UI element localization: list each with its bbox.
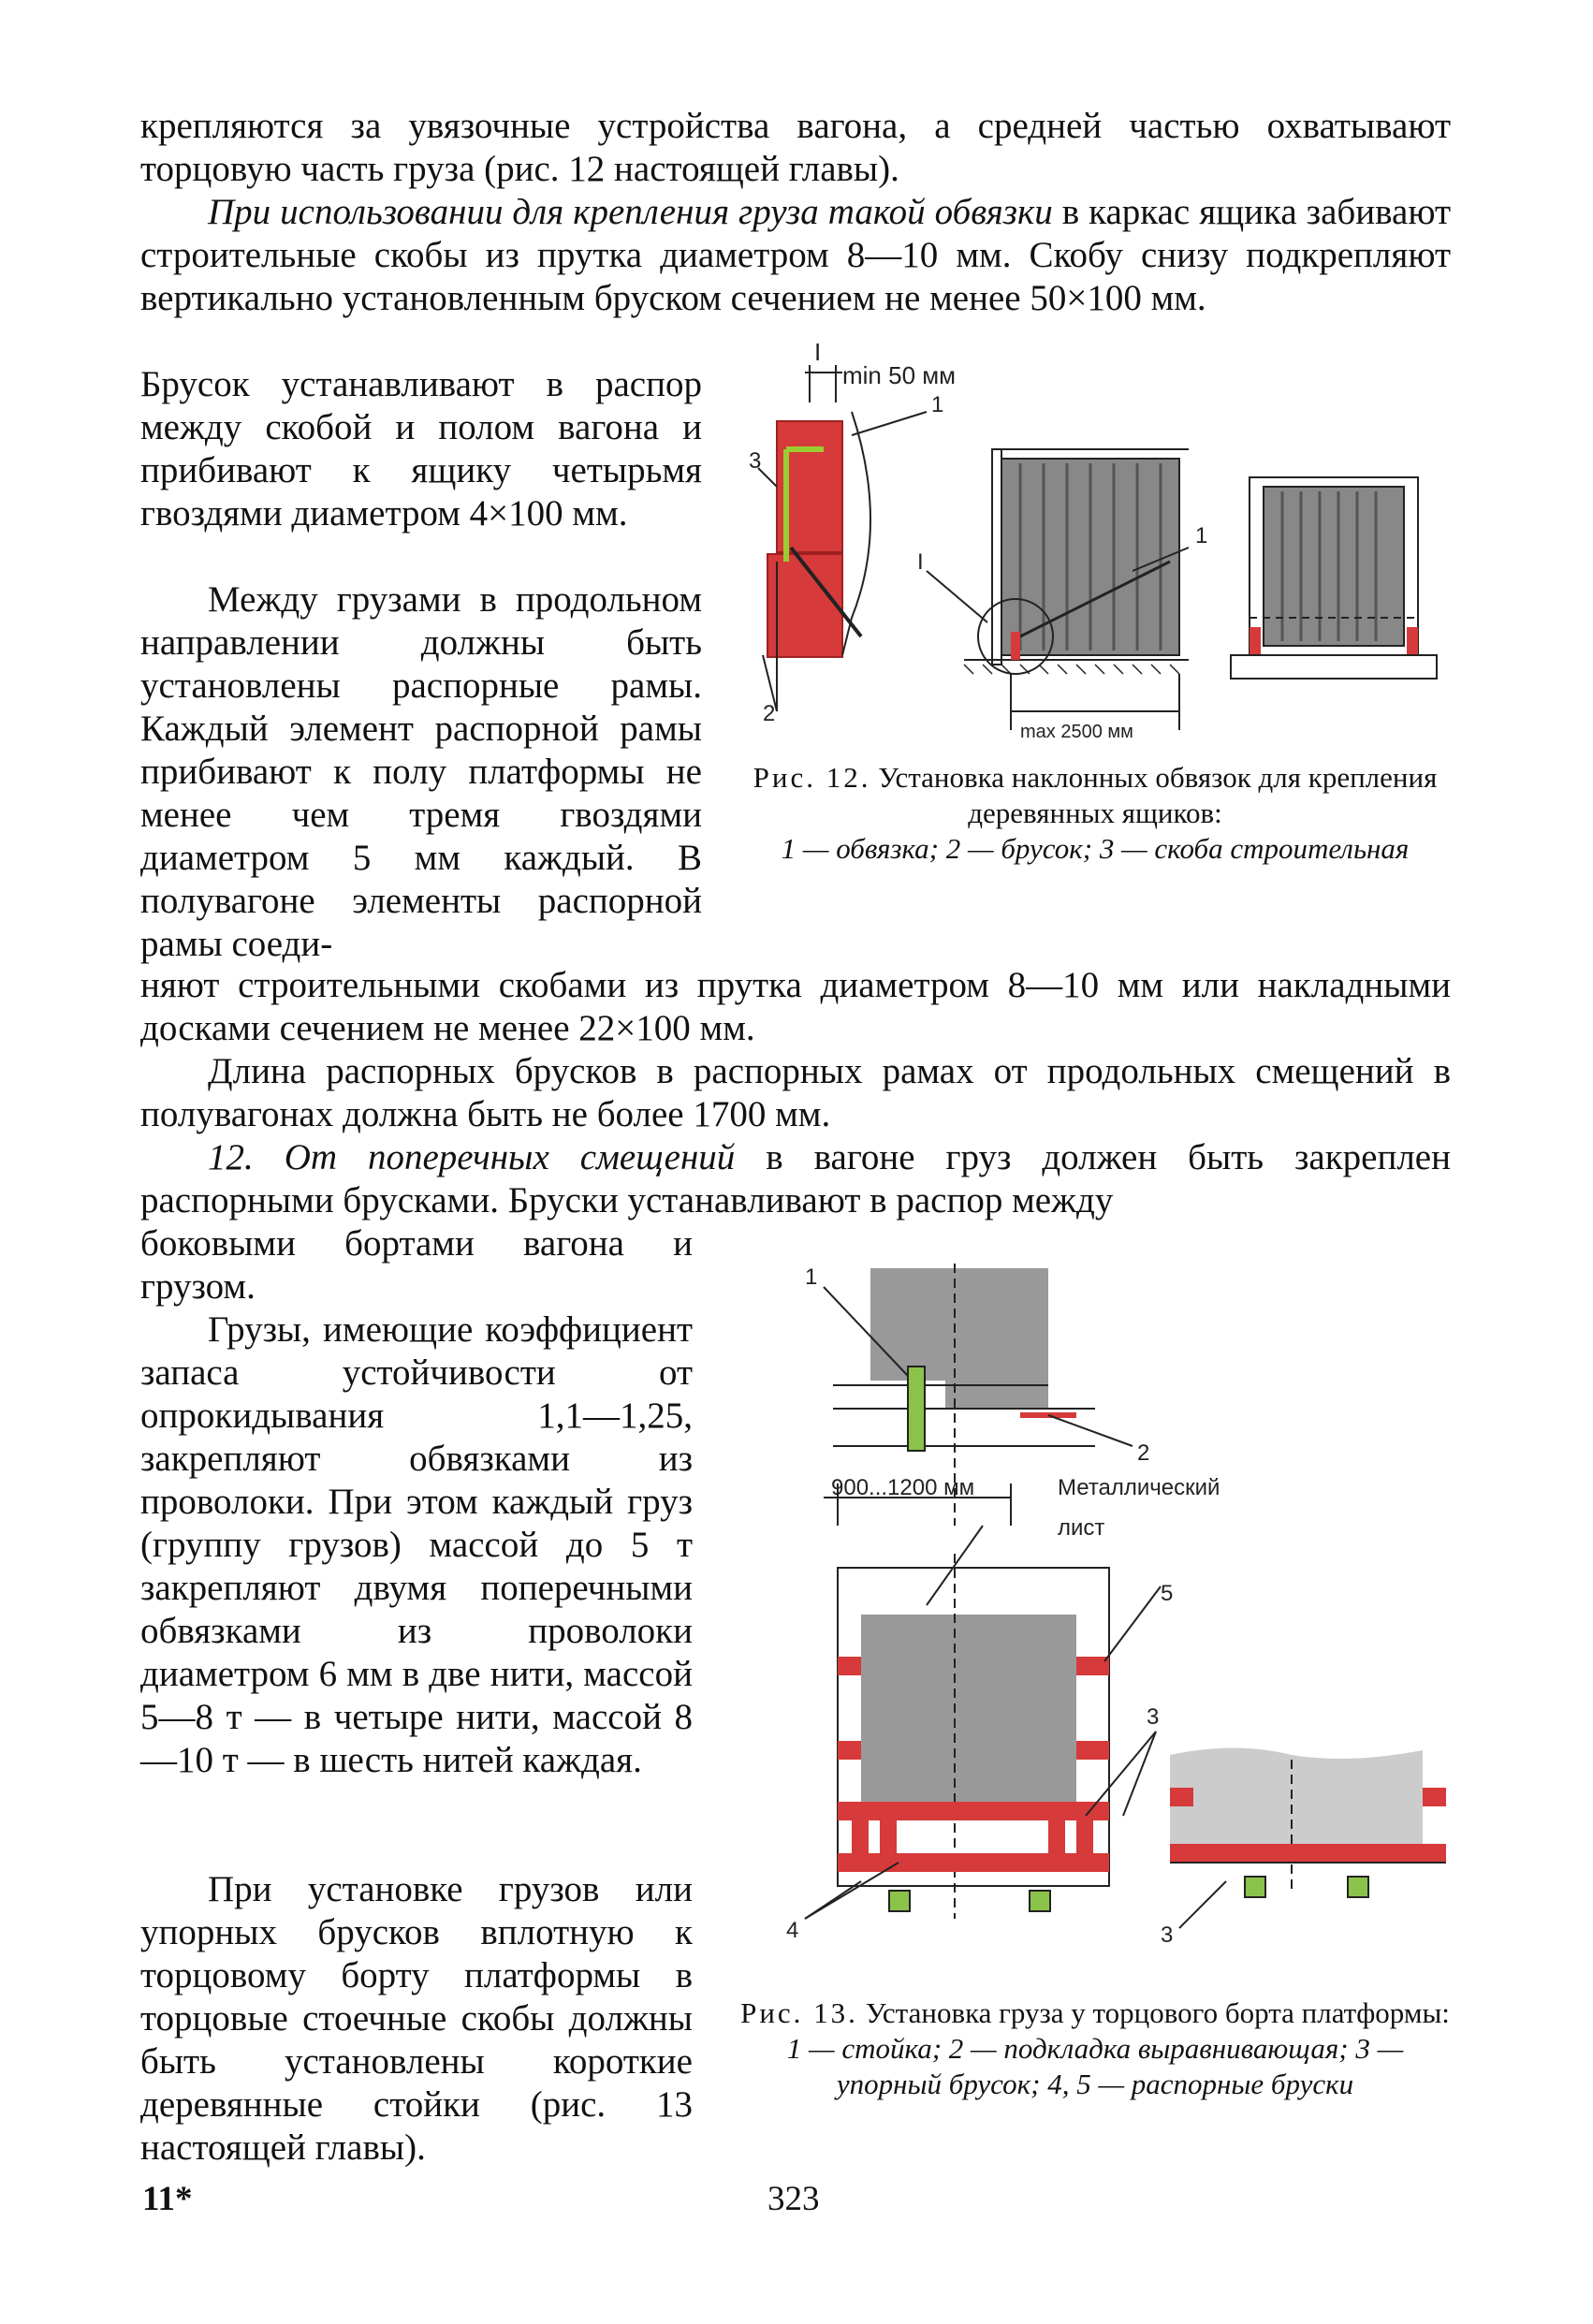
paragraph-2-column — [140, 363, 702, 535]
paragraph-3-column — [140, 578, 702, 966]
fig13-num-1: 1 — [805, 1264, 818, 1290]
para2-rest: в каркас ящика забивают строительные скобы из прутка диаметром 8—10 мм. Скобу снизу подкрепляют вертикально установленным бруском сечением не менее 50×100 мм. — [140, 192, 1451, 318]
paragraph-3-full — [140, 964, 1451, 1050]
fig12-cap-title: Установка наклонных обвязок для крепления деревянных ящиков: — [878, 761, 1438, 829]
para2-col-text: Брусок устанавливают в распор между скобой и полом вагона и прибивают к ящику четырьмя гвоздями диаметром 4×100 мм. — [140, 364, 702, 533]
fig13-num-4: 4 — [786, 1918, 799, 1943]
paragraph-5 — [140, 1136, 1451, 1222]
para1-text: крепляются за увязочные устройства вагона, а средней частью охватывают торцовую часть груза (рис. 12 настоящей главы). — [140, 106, 1451, 189]
fig12-label-min: min 50 мм — [842, 361, 957, 389]
paragraph-1 — [140, 105, 1451, 191]
fig13-num-3b: 3 — [1161, 1922, 1174, 1948]
page-number: 323 — [767, 2180, 820, 2218]
fig13-cap-title: Установка груза у торцового борта платформы: — [865, 1996, 1450, 2029]
fig12-cap-legend: 1 — обвязка; 2 — брусок; 3 — скоба строительная — [781, 832, 1410, 865]
fig12-num-1a: 1 — [931, 392, 944, 417]
footer-signature-mark: 11* — [142, 2180, 193, 2218]
para5-col-text: боковыми бортами вагона и грузом. — [140, 1223, 693, 1307]
fig13-num-5: 5 — [1161, 1581, 1174, 1606]
fig13-cap-legend: 1 — стойка; 2 — подкладка выравнивающая; 3 — упорный брусок; 4, 5 — распорные бруски — [786, 2032, 1404, 2100]
paragraph-4 — [140, 1050, 1451, 1136]
figure-12-drawing — [739, 337, 1451, 749]
fig12-label-I: I — [917, 549, 924, 575]
para7-col-text: При установке грузов или упорных брусков вплотную к торцовому борту платформы в торцовые стоечные скобы должны быть установлены короткие деревянные стойки (рис. 13 настоящей главы). — [140, 1869, 693, 2168]
figure-13-drawing — [767, 1245, 1451, 1966]
paragraph-7-column — [140, 1868, 693, 2170]
fig13-dim: 900...1200 мм — [831, 1475, 975, 1500]
para2-italic: При использовании для крепления груза такой обвязки — [208, 192, 1053, 232]
para3-full-text: няют строительными скобами из прутка диаметром 8—10 мм или накладными досками сечением не менее 22×100 мм. — [140, 965, 1451, 1048]
paragraph-2 — [140, 191, 1451, 320]
para5-rest: в вагоне груз должен быть закреплен распорными брусками. Бруски устанавливают в распор между — [140, 1137, 1451, 1220]
paragraph-6-column — [140, 1308, 693, 1782]
fig12-num-3: 3 — [749, 448, 762, 474]
fig12-label-max: max 2500 мм — [1020, 722, 1133, 742]
fig12-num-2: 2 — [763, 701, 776, 726]
para3-col-text: Между грузами в продольном направлении должны быть установлены распорные рамы. Каждый элемент распорной рамы прибивают к полу платформы не менее чем тремя гвоздями диаметром 5 мм каждый. В полувагоне элементы распорной рамы соеди- — [140, 579, 702, 964]
fig12-num-1b: 1 — [1195, 523, 1208, 548]
figure-12-caption — [739, 760, 1451, 867]
fig13-num-3a: 3 — [1147, 1704, 1160, 1730]
fig13-sheet-1: Металлический — [1058, 1475, 1220, 1500]
para5-italic: 12. От поперечных смещений — [208, 1137, 736, 1177]
fig13-num-2: 2 — [1137, 1440, 1150, 1466]
para6-col-text: Грузы, имеющие коэффициент запаса устойчивости от опрокидывания 1,1—1,25, закрепляют обвязками из проволоки. При этом каждый груз (группу грузов) массой до 5 т закрепляют двумя поперечными обвязками из проволоки диаметром 6 мм в две нити, массой 5—8 т — в четыре нити, массой 8—10 т — в шесть нитей каждая. — [140, 1309, 693, 1780]
fig13-sheet-2: лист — [1058, 1515, 1105, 1541]
paragraph-5-column — [140, 1222, 693, 1308]
para4-text: Длина распорных брусков в распорных рамах от продольных смещений в полувагонах должна быть не более 1700 мм. — [140, 1051, 1451, 1134]
fig12-label-I-top: I — [814, 338, 822, 366]
fig13-cap-prefix: Рис. 13. — [740, 1996, 858, 2029]
fig12-cap-prefix: Рис. 12. — [753, 761, 871, 794]
figure-13-caption — [739, 1995, 1451, 2102]
